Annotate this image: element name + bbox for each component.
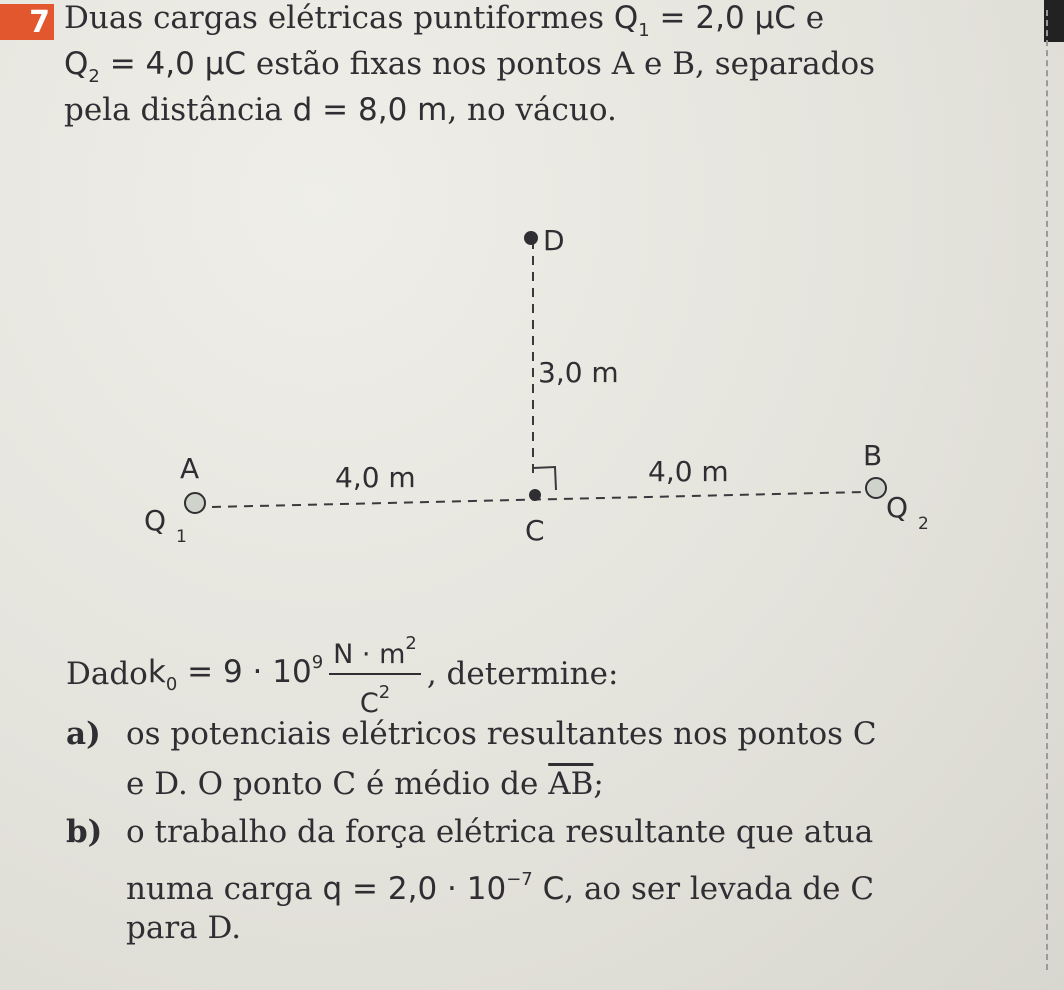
point-d-dot — [524, 231, 538, 245]
charge-q-unit: C — [532, 871, 565, 907]
item-a-text: ; — [593, 766, 604, 802]
k-exponent: 9 — [311, 652, 324, 673]
label-dist-cd: 3,0 m — [538, 356, 619, 389]
statement-text: e — [795, 0, 825, 36]
point-c-dot — [529, 489, 541, 501]
q2-value: = 4,0 μC — [99, 46, 247, 82]
item-b-line-3 — [126, 906, 241, 950]
label-q1-sub: 1 — [176, 527, 187, 547]
numerator-exponent: 2 — [405, 633, 417, 654]
label-dist-cb: 4,0 m — [648, 455, 729, 488]
given-constant-line — [66, 628, 618, 720]
unit-fraction — [329, 628, 421, 720]
label-dist-ac: 4,0 m — [335, 461, 416, 494]
label-a: A — [180, 452, 200, 485]
statement-text: pela distância — [64, 92, 293, 128]
item-a-text: e D. O ponto C é médio de — [126, 766, 549, 802]
charge-q-value: q = 2,0 · 10 — [322, 871, 507, 907]
label-q2: Q — [886, 491, 909, 524]
q2-symbol: Q — [64, 46, 89, 82]
q1-symbol: Q — [613, 0, 639, 36]
item-a-line-2 — [126, 762, 604, 806]
item-b-line-1 — [66, 810, 873, 854]
given-prefix: Dado — [66, 656, 148, 692]
q1-subscript: 1 — [638, 20, 650, 41]
label-b: B — [863, 439, 883, 472]
label-d: D — [543, 224, 565, 257]
distance-value: d = 8,0 m — [292, 92, 448, 128]
statement-text: , no vácuo. — [447, 92, 617, 128]
item-a-letter: a) — [66, 716, 101, 752]
label-q2-sub: 2 — [918, 514, 929, 534]
numerator-text: N · m — [333, 639, 406, 670]
denominator-text: C — [359, 688, 379, 719]
statement-text: Duas cargas elétricas puntiformes — [64, 0, 614, 36]
charge-q1-icon — [185, 493, 205, 513]
item-b-letter: b) — [66, 814, 103, 850]
label-c: C — [525, 514, 545, 547]
k-constant — [148, 638, 323, 710]
charge-q2-icon — [866, 478, 886, 498]
item-b-text: para D. — [126, 910, 242, 946]
label-q1: Q — [144, 504, 167, 537]
k-value: = 9 · 10 — [177, 654, 312, 690]
k-subscript: 0 — [165, 674, 178, 695]
k-symbol: k — [147, 654, 166, 690]
statement-text: estão fixas nos pontos A e B, separados — [246, 46, 876, 82]
item-a-line-1 — [66, 712, 877, 756]
unit-numerator — [329, 628, 421, 675]
item-b-text: numa carga — [126, 871, 323, 907]
item-b-line-2 — [126, 858, 874, 911]
problem-number: 7 — [29, 4, 50, 40]
right-angle-marker — [533, 467, 556, 490]
item-b-text: o trabalho da força elétrica resultante que atua — [126, 814, 874, 850]
segment-ab: $\overline{AB}$ — [548, 766, 594, 802]
denominator-exponent: 2 — [378, 682, 391, 703]
item-a-text: os potenciais elétricos resultantes nos pontos C — [126, 716, 877, 752]
charge-q-exponent: −7 — [506, 869, 533, 890]
given-suffix: , determine: — [426, 656, 619, 692]
q1-value: = 2,0 μC — [649, 0, 796, 36]
item-b-text: , ao ser levada de C — [564, 871, 875, 907]
q2-subscript: 2 — [88, 66, 100, 87]
